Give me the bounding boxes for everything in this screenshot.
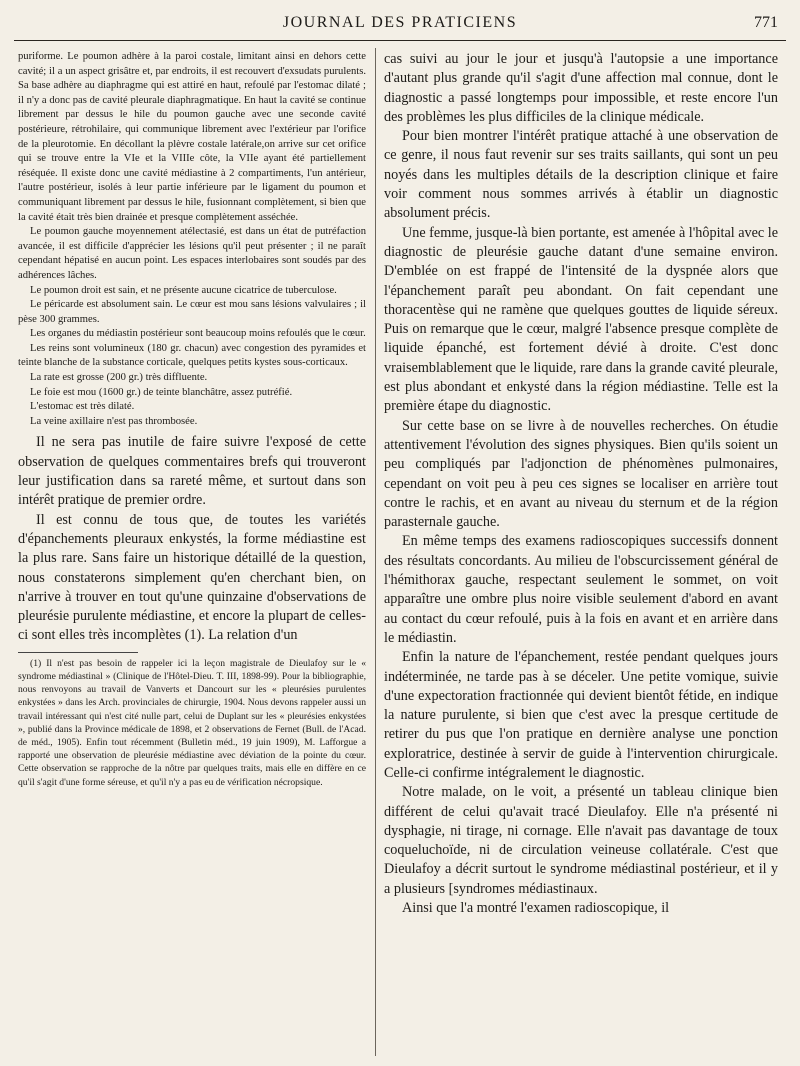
autopsy-paragraph: Le péricarde est absolument sain. Le cœur est mou sans lésions valvulaires ; il pèse 300 grammes.	[18, 299, 366, 325]
autopsy-paragraph: La veine axillaire n'est pas thrombosée.	[30, 415, 198, 427]
autopsy-paragraph: Le poumon droit est sain, et ne présente aucune cicatrice de tuberculose.	[30, 284, 337, 296]
left-column	[18, 50, 366, 1060]
autopsy-paragraph: Le foie est mou (1600 gr.) de teinte blanchâtre, assez putréfié.	[30, 386, 293, 398]
body-paragraph: Notre malade, on le voit, a présenté un tableau clinique bien différent de celui qu'avait tracé Dieulafoy. Elle n'a présenté ni dysphagie, ni tirage, ni cornage. Elle n'avait pas davantage de toux coqueluchoïde, ni de circulation veineuse collatérale. C'est que Dieulafoy a décrit surtout le syndrome médiastinal postérieur, et il y a plusieurs [syndromes médiastinaux.	[384, 784, 778, 897]
commentary-paragraph: Il est connu de tous que, de toutes les variétés d'épanchements pleuraux enkystés, la forme médiastine est la plus rare. Sans faire un historique détaillé de la question, nous constaterons simplement qu'en cherchant bien, on n'arrive à trouver en tout qu'une quinzaine d'observations de pleurésie purulente médiastine, et encore la plupart de celles-ci sont elles très incomplètes (1). La relation d'un	[18, 511, 366, 644]
autopsy-paragraph: Le poumon gauche moyennement atélectasié, est dans un état de putréfaction avancée, il est difficile d'apprécier les lésions qu'il peut présenter ; il ne paraît cependant hépatisé en aucun point. Les espaces interlobaires sont soudés par des adhérences lâches.	[18, 226, 366, 281]
footnote-rule	[18, 652, 138, 653]
body-paragraph: En même temps des examens radioscopiques successifs donnent des résultats concordants. Au milieu de l'obscurcissement général de l'hémithorax gauche, respectant seulement le sommet, on voit apparaître une ombre plus noire visible seulement d'abord en avant au contact du cœur refoulé, puis à la fois en avant et en arrière dans le médiastin.	[384, 533, 778, 646]
footnote: (1) Il n'est pas besoin de rappeler ici la leçon magistrale de Dieulafoy sur le « syndrome médiastinal » (Clinique de l'Hôtel-Dieu. T. III, 1898-99). Pour la bibliographie, nous renvoyons au travail de Vanverts et Dancourt sur les « pleurésies purulentes enkystées » dans les Arch. provinciales de chirurgie, 1904. Nous devons rappeler aussi un travail intéressant qui n'est cité nulle part, celui de Duplant sur les « pleurésies enkystées », publié dans la Province médicale de 1898, et 2 observations de Fernet (Bull. de l'Acad. de méd., 1905). Enfin tout récemment (Bulletin méd., 19 juin 1909), M. Lafforgue a rapporté une observation de pleurésie médiastine avec déviation de la pointe du cœur. Cette observation se rapproche de la nôtre par quelques traits, mais elle en diffère en ce qu'il s'agit d'une forme séreuse, et qu'il n'y a pas eu de vérification nécropsique.	[18, 657, 366, 788]
column-divider	[375, 48, 376, 1056]
body-paragraph: Ainsi que l'a montré l'examen radioscopique, il	[402, 900, 670, 917]
autopsy-paragraph: L'estomac est très dilaté.	[30, 401, 135, 413]
autopsy-paragraph: Les reins sont volumineux (180 gr. chacun) avec congestion des pyramides et teinte blanche de la substance corticale, quelques petits kystes sous-corticaux.	[18, 342, 366, 369]
body-paragraph: cas suivi au jour le jour et jusqu'à l'autopsie a une importance d'autant plus grande qu'il s'agit d'une affection mal connue, dont le diagnostic a passé longtemps pour impossible, et reste encore l'un des problèmes les plus difficiles de la clinique médicale.	[384, 51, 778, 125]
body-paragraph: Sur cette base on se livre à de nouvelles recherches. On étudie attentivement l'évolution des signes physiques. Bien qu'ils soient un peu compliqués par l'adjonction de phénomènes pulmonaires, cependant on voit peu à peu ces signes se localiser en arrière tout contre le rachis, et en avant au niveau du sternum et de la région parasternale gauche.	[384, 417, 778, 531]
journal-title: JOURNAL DES PRATICIENS	[282, 14, 518, 31]
header-rule	[14, 40, 786, 41]
page-number: 771	[754, 14, 778, 31]
autopsy-paragraph: La rate est grosse (200 gr.) très diffluente.	[30, 372, 208, 384]
autopsy-paragraph: puriforme. Le poumon adhère à la paroi costale, limitant ainsi en dehors cette cavité; il a un aspect grisâtre et, par endroits, il est recouvert d'exsudats purulents. Sa base adhère au diaphragme qui est attiré en haut, refoulé par l'estomac dilaté ; il n'y a donc pas de cavité pleurale diaphragmatique. En haut la cavité se continue librement par dessus le hile du poumon gauche avec une seconde cavité postérieure, rétrohilaire, qui communique librement avec l'extérieur par l'orifice de la pleurotomie. En décollant la plèvre costale latérale,on arrive sur cet orifice qui se trouve entre la VIe et la VIIIe côte, la VIIe ayant été partiellement réséquée. Il existe donc une cavité médiastine à 2 compartiments, l'un antérieur, l'autre postérieur, isolés à leur partie inférieure par le ligament du poumon et communiquant librement par dessus le hile, fusionnant complètement, si bien que la cavité était très bien drainée et presque complètement asséchée.	[18, 51, 366, 223]
autopsy-paragraph: Les organes du médiastin postérieur sont beaucoup moins refoulés que le cœur.	[30, 328, 366, 340]
commentary-paragraph: Il ne sera pas inutile de faire suivre l'exposé de cette observation de quelques commentaires brefs qui trouveront leur justification dans sa rareté même, et surtout dans son intérêt pratique de premier ordre.	[18, 434, 366, 509]
body-paragraph: Pour bien montrer l'intérêt pratique attaché à une observation de ce genre, il nous faut revenir sur ses traits saillants, qui sont un peu noyés dans les multiples détails de la description clinique et faire voir comment nous sommes arrivés à établir un diagnostic absolument précis.	[384, 128, 778, 222]
body-paragraph: Enfin la nature de l'épanchement, restée pendant quelques jours indéterminée, ne tarde pas à se déceler. Une petite vomique, suivie d'une expectoration fractionnée qui devient bientôt fétide, en indique la nature purulente, si bien que c'est avec la presque certitude de retirer du pus que l'on pratique en dernière analyse une ponction exploratrice, destinée à servir de guide à l'intervention chirurgicale. Celle-ci confirme intégralement le diagnostic.	[384, 649, 778, 781]
right-column	[384, 50, 778, 1060]
page-header	[0, 0, 800, 40]
body-paragraph: Une femme, jusque-là bien portante, est amenée à l'hôpital avec le diagnostic de pleurésie gauche datant d'une semaine environ. D'emblée on est frappé de l'intensité de la dyspnée alors que l'épanchement paraît peu abondant. On fait cependant une thoracentèse qui ne ramène que quelques gouttes de liquide séreux. Puis on remarque que le cœur, malgré l'absence presque complète de liquide épanché, est fortement dévié à droite. C'est donc vraisemblablement que le liquide, rare dans la grande cavité pleurale, est plus abondant et enkysté dans la région médiastine. Telle est la première étape du diagnostic.	[384, 224, 778, 415]
